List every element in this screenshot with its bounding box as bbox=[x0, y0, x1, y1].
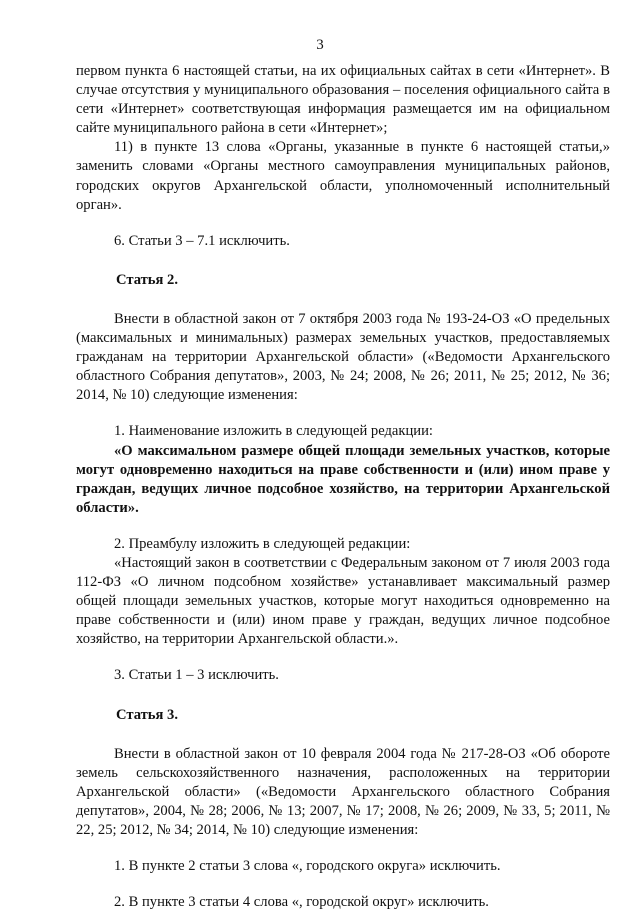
paragraph-continuation: первом пункта 6 настоящей статьи, на их официальных сайтах в сети «Интернет». В случае отсутствия у муниципального образования – поселения официального сайта в сети «Интернет» соответствующая информация размещается им на официальном сайте муниципального района в сети «Интернет»; bbox=[76, 63, 610, 137]
article-3-item-1: 1. В пункте 2 статьи 3 слова «, городского округа» исключить. bbox=[114, 858, 501, 875]
article-2-item-3: 3. Статьи 1 – 3 исключить. bbox=[114, 667, 279, 684]
article-3-intro: Внести в областной закон от 10 февраля 2004 года № 217-28-ОЗ «Об обороте земель сельскохозяйственного назначения, расположенных на территории Архангельской области» («Ведомости Архангельского областного Собрания депутатов», 2004, № 28; 2006, № 13; 2007, № 17; 2008, № 26; 2009, № 33, 5; 2011, № 22, 25; 2012, № 34; 2014, № 10) следующие изменения: bbox=[76, 745, 610, 838]
page-number: 3 bbox=[316, 37, 324, 53]
article-2-heading: Статья 2. bbox=[116, 271, 178, 288]
article-3-heading: Статья 3. bbox=[116, 706, 178, 723]
article-2-new-preamble: «Настоящий закон в соответствии с Федеральным законом от 7 июля 2003 года 112-ФЗ «О личном подсобном хозяйстве» устанавливает максимальный размер общей площади земельных участков, которые могут находиться одновременно на праве собственности и (или) ином праве у граждан, ведущих личное подсобное хозяйство, на территории Архангельской области.». bbox=[76, 554, 610, 648]
article-2-item-2: 2. Преамбулу изложить в следующей редакции: bbox=[114, 535, 411, 552]
article-2-new-title: «О максимальном размере общей площади земельных участков, которые могут одновременно находиться на праве собственности и (или) ином праве у граждан, ведущих личное подсобное хозяйство, на территории Архангельской области». bbox=[76, 442, 610, 516]
document-body bbox=[76, 62, 610, 912]
paragraph-item-6: 6. Статьи 3 – 7.1 исключить. bbox=[114, 232, 290, 249]
paragraph-item-11: 11) в пункте 13 слова «Органы, указанные в пункте 6 настоящей статьи,» заменить словами «Органы местного самоуправления муниципальных районов, городских округов Архангельской области, уполномоченный исполнительный орган». bbox=[76, 139, 610, 213]
article-2-item-1: 1. Наименование изложить в следующей редакции: bbox=[114, 423, 433, 440]
article-3-item-2: 2. В пункте 3 статьи 4 слова «, городской округ» исключить. bbox=[114, 894, 489, 911]
article-2-intro: Внести в областной закон от 7 октября 2003 года № 193-24-ОЗ «О предельных (максимальных и минимальных) размерах земельных участков, предоставляемых гражданам на территории Архангельской области» («Ведомости Архангельского областного Собрания депутатов», 2003, № 24; 2008, № 26; 2011, № 25; 2012, № 36; 2014, № 10) следующие изменения: bbox=[76, 310, 610, 404]
